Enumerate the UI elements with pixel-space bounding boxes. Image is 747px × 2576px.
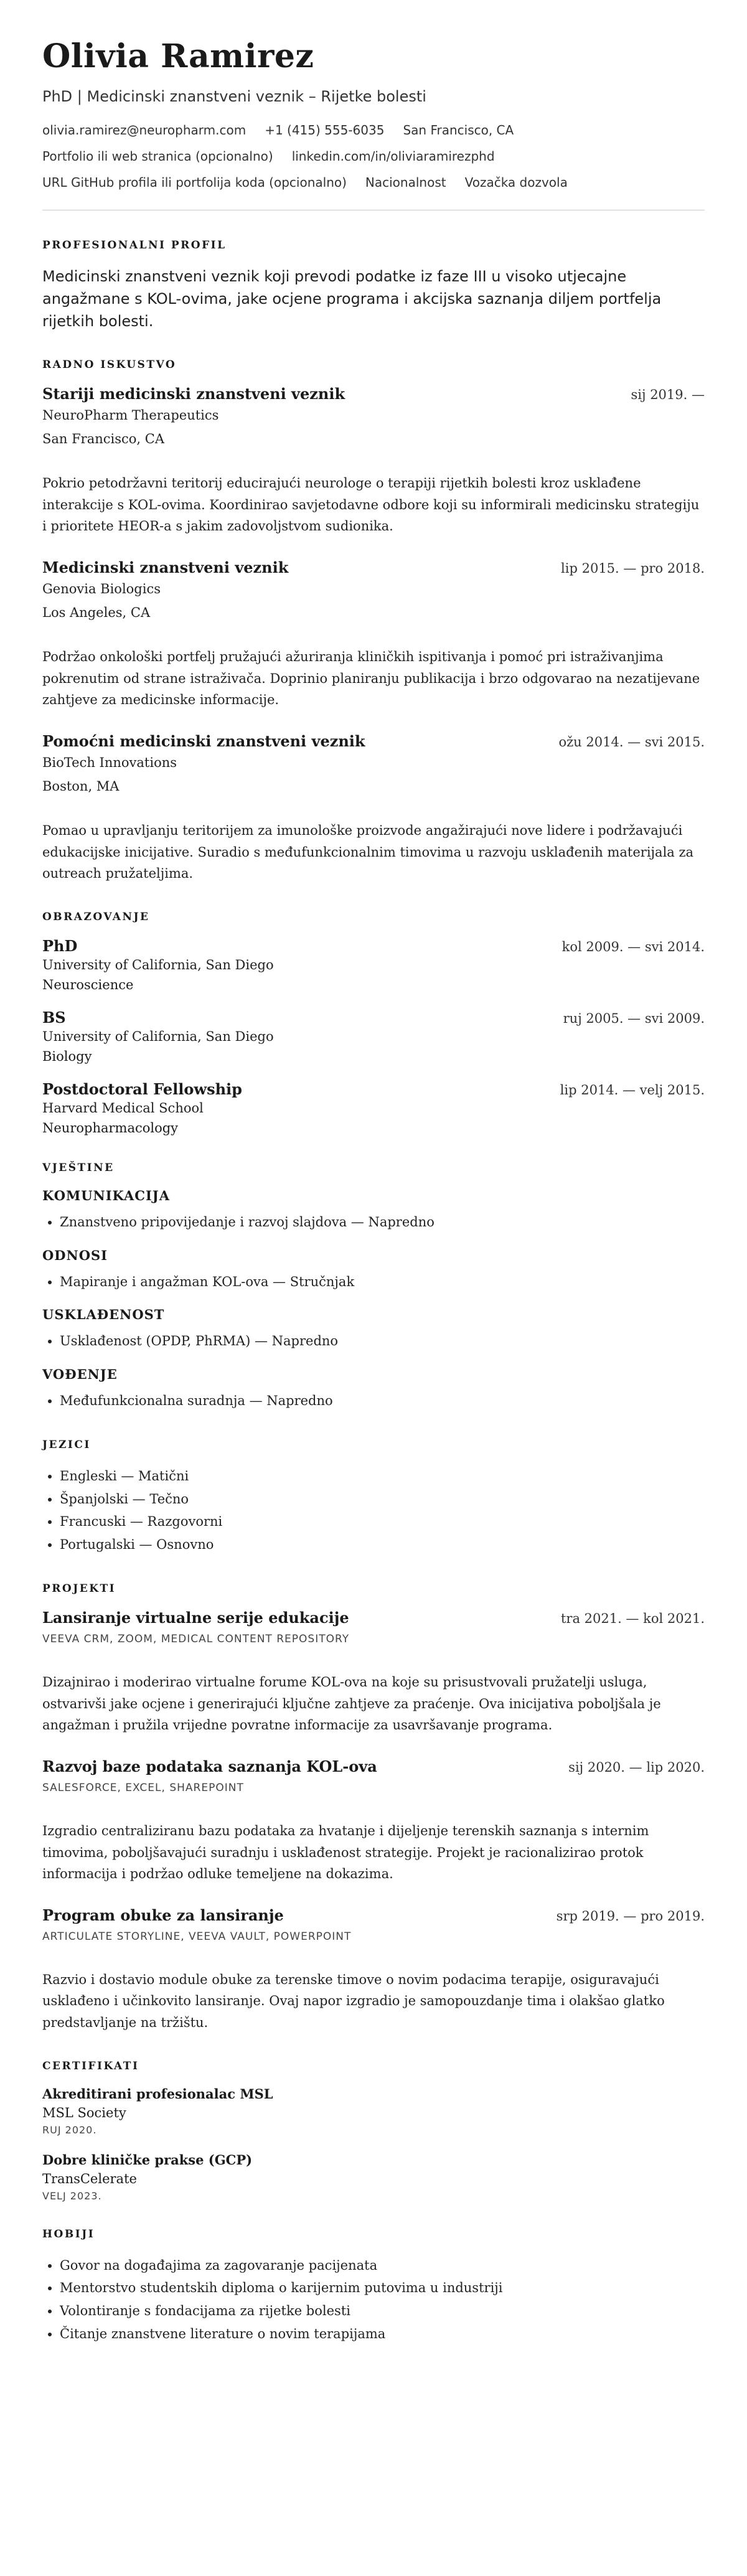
project-entry — [42, 1609, 705, 1736]
contact-row — [42, 149, 705, 164]
project-date: sij 2020. — lip 2020. — [568, 1759, 705, 1775]
projects-section — [42, 1582, 705, 2034]
degree-field: Neuroscience — [42, 977, 134, 992]
degree-date: ruj 2005. — svi 2009. — [563, 1010, 705, 1026]
job-description: Pomao u upravljanju teritorijem za imunološke proizvode angažirajući nove lidere i podržavajući edukacijske inicijative. Suradio s međufunkcionalnim timovima u razvoju usklađenih materijala za outreach pružateljima. — [42, 823, 694, 881]
language-item: • Portugalski — Osnovno — [60, 1533, 705, 1556]
project-description: Razvio i dostavio module obuke za terenske timove o novim podacima terapije, osiguravajući usklađeno i učinkovito lansiranje. Ovaj napor izgradio je samopouzdanje tima i olakšao glatko predstavljanje na tržištu. — [42, 1972, 665, 2031]
section-title: PROJEKTI — [42, 1582, 116, 1595]
experience-entry — [42, 558, 705, 711]
education-entry — [42, 1008, 705, 1064]
project-tech: VEEVA CRM, ZOOM, MEDICAL CONTENT REPOSITORY — [42, 1632, 350, 1645]
resume-header — [42, 39, 705, 190]
profile-summary: Medicinski znanstveni veznik koji prevodi podatke iz faze III u visoko utjecajne angažmane s KOL-ovima, jake ocjene programa i akcijska saznanja diljem portfelja rijetkih bolesti. — [42, 268, 662, 331]
skill-list — [42, 1211, 705, 1234]
education-entry — [42, 937, 705, 992]
certificate-entry — [42, 2152, 705, 2202]
section-title: VJEŠTINE — [42, 1161, 115, 1174]
languages-section — [42, 1439, 705, 1556]
school-name: University of California, San Diego — [42, 957, 274, 972]
contact-linkedin[interactable]: linkedin.com/in/oliviaramirezphd — [291, 149, 495, 164]
language-list — [42, 1465, 705, 1556]
job-title: Stariji medicinski znanstveni veznik — [42, 385, 345, 403]
contact-driving-license: Vozačka dozvola — [464, 175, 568, 190]
job-company: BioTech Innovations — [42, 755, 177, 771]
profile-section — [42, 239, 705, 332]
contact-phone[interactable]: +1 (415) 555-6035 — [265, 123, 385, 138]
hobby-item: • Volontiranje s fondacijama za rijetke bolesti — [60, 2300, 705, 2323]
section-title: PROFESIONALNI PROFIL — [42, 239, 227, 252]
certificate-issuer: MSL Society — [42, 2105, 126, 2120]
degree-title: BS — [42, 1008, 66, 1027]
skill-item: • Znanstveno pripovijedanje i razvoj slajdova — Napredno — [60, 1211, 705, 1234]
contact-github[interactable]: URL GitHub profila ili portfolija koda (opcionalno) — [42, 175, 347, 190]
certificate-name: Akreditirani profesionalac MSL — [42, 2085, 273, 2102]
project-title: Lansiranje virtualne serije edukacije — [42, 1608, 349, 1627]
certificate-date: VELJ 2023. — [42, 2189, 102, 2202]
project-description: Dizajnirao i moderirao virtualne forume KOL-ova na koje su prisustvovali pružatelji usluga, ostvarivši jake ocjene i generirajući ključne zahtjeve za praćenje. Ova inicijativa poboljšala je angažman i pružila vrijedne povratne informacije za usavršavanje programa. — [42, 1674, 661, 1733]
job-location: Boston, MA — [42, 779, 120, 794]
job-date: ožu 2014. — svi 2015. — [558, 735, 705, 750]
project-tech: SALESFORCE, EXCEL, SHAREPOINT — [42, 1781, 244, 1794]
project-tech: ARTICULATE STORYLINE, VEEVA VAULT, POWERPOINT — [42, 1930, 352, 1943]
project-date: srp 2019. — pro 2019. — [556, 1908, 705, 1924]
education-entry — [42, 1080, 705, 1135]
project-title: Razvoj baze podataka saznanja KOL-ova — [42, 1757, 377, 1775]
degree-title: PhD — [42, 936, 78, 955]
experience-entry — [42, 385, 705, 537]
hobby-item: • Govor na događajima za zagovaranje pacijenata — [60, 2254, 705, 2277]
job-company: NeuroPharm Therapeutics — [42, 408, 219, 423]
language-item: • Španjolski — Tečno — [60, 1488, 705, 1511]
job-description: Podržao onkološki portfelj pružajući ažuriranja kliničkih ispitivanja i pomoć pri istraživanjima pokrenutim od strane istraživača. Doprinio planiranju publikacija i brzo odgovarao na nezatijevane zahtjeve za medicinske informacije. — [42, 649, 700, 708]
certificate-issuer: TransCelerate — [42, 2171, 137, 2186]
certificates-section — [42, 2060, 705, 2202]
job-date: sij 2019. — — [631, 387, 705, 403]
language-item: • Francuski — Razgovorni — [60, 1510, 705, 1533]
hobbies-section — [42, 2228, 705, 2346]
section-title: HOBIJI — [42, 2227, 95, 2240]
section-title: RADNO ISKUSTVO — [42, 359, 177, 372]
candidate-name: Olivia Ramirez — [42, 37, 314, 75]
job-title: Medicinski znanstveni veznik — [42, 558, 289, 577]
contact-row — [42, 123, 705, 138]
skill-list — [42, 1389, 705, 1413]
hobby-item: • Čitanje znanstvene literature o novim terapijama — [60, 2323, 705, 2346]
job-location: Los Angeles, CA — [42, 605, 151, 621]
job-description: Pokrio petodržavni teritorij educirajući neurologe o terapiji rijetkih bolesti kroz usklađene interakcije s KOL-ovima. Koordinirao savjetodavne odbore koji su informirali medicinsku strategiju i prioritete HEOR-a s jakim zadovoljstvom sudionika. — [42, 476, 700, 534]
project-entry — [42, 1906, 705, 2034]
candidate-headline: PhD | Medicinski znanstveni veznik – Rijetke bolesti — [42, 88, 426, 106]
experience-section — [42, 359, 705, 885]
school-name: Harvard Medical School — [42, 1100, 204, 1116]
skill-group-title: KOMUNIKACIJA — [42, 1187, 171, 1203]
skill-item: • Mapiranje i angažman KOL-ova — Stručnjak — [60, 1271, 705, 1294]
skill-list — [42, 1330, 705, 1353]
section-title: JEZICI — [42, 1438, 91, 1451]
project-title: Program obuke za lansiranje — [42, 1906, 284, 1924]
skills-section — [42, 1162, 705, 1413]
project-description: Izgradio centraliziranu bazu podataka za hvatanje i dijeljenje terenskih saznanja s internim timovima, poboljšavajući suradnju i usklađenost strategije. Projekt je racionalizirao protok informacija i podržao odluke temeljene na dokazima. — [42, 1823, 649, 1882]
contact-location: San Francisco, CA — [403, 123, 514, 138]
skill-item: • Usklađenost (OPDP, PhRMA) — Napredno — [60, 1330, 705, 1353]
experience-entry — [42, 732, 705, 885]
degree-title: Postdoctoral Fellowship — [42, 1079, 242, 1098]
certificate-name: Dobre kliničke prakse (GCP) — [42, 2151, 253, 2168]
school-name: University of California, San Diego — [42, 1028, 274, 1044]
job-date: lip 2015. — pro 2018. — [561, 561, 705, 576]
degree-field: Neuropharmacology — [42, 1120, 179, 1135]
degree-date: lip 2014. — velj 2015. — [560, 1082, 705, 1098]
project-date: tra 2021. — kol 2021. — [560, 1610, 705, 1626]
skill-group-title: VOĐENJE — [42, 1366, 118, 1383]
contact-nationality: Nacionalnost — [365, 175, 446, 190]
job-location: San Francisco, CA — [42, 431, 165, 447]
skill-group-title: USKLAĐENOST — [42, 1307, 165, 1323]
job-company: Genovia Biologics — [42, 581, 161, 597]
contact-email[interactable]: olivia.ramirez@neuropharm.com — [42, 123, 247, 138]
section-title: OBRAZOVANJE — [42, 910, 150, 923]
skill-group-title: ODNOSI — [42, 1247, 108, 1263]
education-section — [42, 911, 705, 1135]
section-title: CERTIFIKATI — [42, 2059, 139, 2072]
contact-portfolio[interactable]: Portfolio ili web stranica (opcionalno) — [42, 149, 273, 164]
certificate-date: RUJ 2020. — [42, 2123, 97, 2136]
hobby-item: • Mentorstvo studentskih diploma o karijernim putovima u industriji — [60, 2277, 705, 2300]
job-title: Pomoćni medicinski znanstveni veznik — [42, 732, 365, 751]
skill-item: • Međufunkcionalna suradnja — Napredno — [60, 1389, 705, 1413]
certificate-entry — [42, 2086, 705, 2136]
project-entry — [42, 1757, 705, 1885]
degree-date: kol 2009. — svi 2014. — [561, 939, 705, 954]
degree-field: Biology — [42, 1048, 92, 1064]
skill-list — [42, 1271, 705, 1294]
hobby-list — [42, 2254, 705, 2346]
language-item: • Engleski — Matični — [60, 1465, 705, 1488]
contact-row — [42, 175, 705, 190]
